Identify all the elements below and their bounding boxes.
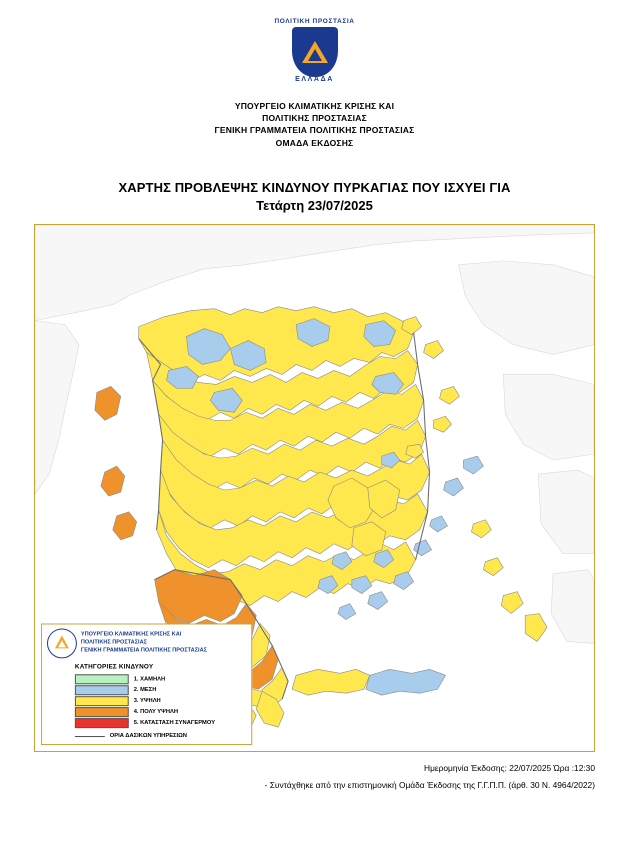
organization-block	[0, 100, 629, 149]
org-line-4: ΟΜΑΔΑ ΕΚΔΟΣΗΣ	[275, 137, 354, 148]
page-title	[0, 180, 629, 213]
map-frame	[34, 224, 595, 752]
legend-item-alert	[75, 717, 246, 728]
legend-item-very-high	[75, 706, 246, 717]
triangle-icon	[302, 41, 328, 63]
logo-arc-top-text: ΠΟΛΙΤΙΚΗ ΠΡΟΣΤΑΣΙΑ	[274, 18, 355, 25]
legend-swatch-high	[75, 696, 129, 706]
region-epirus-ionian-very-high[interactable]	[95, 386, 137, 539]
map-legend	[41, 623, 252, 745]
civil-protection-round-emblem-icon	[47, 628, 77, 658]
legend-org-line-2: ΠΟΛΙΤΙΚΗΣ ΠΡΟΣΤΑΣΙΑΣ	[80, 639, 147, 646]
legend-label-high: 3. ΥΨΗΛΗ	[133, 697, 161, 704]
legend-swatch-alert	[75, 718, 129, 728]
shield-icon	[292, 27, 338, 77]
org-line-3: ΓΕΝΙΚΗ ΓΡΑΜΜΑΤΕΙΑ ΠΟΛΙΤΙΚΗΣ ΠΡΟΣΤΑΣΙΑΣ	[214, 125, 415, 136]
legend-header	[47, 628, 246, 658]
header-logo-wrap	[0, 18, 629, 84]
legend-label-very-high: 4. ΠΟΛΥ ΥΨΗΛΗ	[133, 708, 179, 715]
footer-author-line: - Συντάχθηκε από την επιστημονική Ομάδα Έκδοσης της Γ.Γ.Π.Π. (άρθ. 30 Ν. 4964/2022)	[264, 780, 595, 790]
page-title-date: Τετάρτη 23/07/2025	[256, 198, 373, 213]
footer	[34, 760, 595, 794]
legend-items	[75, 673, 246, 728]
logo-arc-bottom-text: ΕΛΛΑΔΑ	[295, 76, 334, 83]
region-crete[interactable]	[292, 669, 445, 695]
legend-label-forest-boundary: ΟΡΙΑ ΔΑΣΙΚΩΝ ΥΠΗΡΕΣΙΩΝ	[109, 733, 187, 740]
page-title-main: ΧΑΡΤΗΣ ΠΡΟΒΛΕΨΗΣ ΚΙΝΔΥΝΟΥ ΠΥΡΚΑΓΙΑΣ ΠΟΥ ΙΣΧΥΕΙ ΓΙΑ	[118, 180, 511, 195]
civil-protection-logo	[267, 18, 363, 84]
legend-org-line-3: ΓΕΝΙΚΗ ΓΡΑΜΜΑΤΕΙΑ ΠΟΛΙΤΙΚΗΣ ΠΡΟΣΤΑΣΙΑΣ	[80, 647, 207, 654]
legend-label-medium: 2. ΜΕΣΗ	[133, 686, 157, 693]
legend-item-low	[75, 673, 246, 684]
legend-item-high	[75, 695, 246, 706]
greece-fire-risk-map[interactable]	[35, 225, 594, 751]
legend-title: ΚΑΤΗΓΟΡΙΕΣ ΚΙΝΔΥΝΟΥ	[74, 663, 154, 671]
legend-swatch-medium	[75, 685, 129, 695]
legend-org-line-1: ΥΠΟΥΡΓΕΙΟ ΚΛΙΜΑΤΙΚΗΣ ΚΡΙΣΗΣ ΚΑΙ	[80, 631, 182, 638]
legend-swatch-very-high	[75, 707, 129, 717]
legend-swatch-low	[75, 674, 129, 684]
legend-item-medium	[75, 684, 246, 695]
legend-label-low: 1. ΧΑΜΗΛΗ	[133, 675, 166, 682]
boundary-line-icon	[75, 736, 105, 737]
org-line-2: ΠΟΛΙΤΙΚΗΣ ΠΡΟΣΤΑΣΙΑΣ	[262, 113, 367, 124]
footer-issue-line: Ημερομηνία Έκδοσης: 22/07/2025 Ώρα :12:30	[424, 763, 595, 773]
org-line-1: ΥΠΟΥΡΓΕΙΟ ΚΛΙΜΑΤΙΚΗΣ ΚΡΙΣΗΣ ΚΑΙ	[234, 101, 395, 111]
legend-label-alert: 5. ΚΑΤΑΣΤΑΣΗ ΣΥΝΑΓΕΡΜΟΥ	[133, 719, 216, 726]
legend-organization	[81, 628, 207, 654]
legend-item-forest-boundary	[75, 733, 246, 739]
